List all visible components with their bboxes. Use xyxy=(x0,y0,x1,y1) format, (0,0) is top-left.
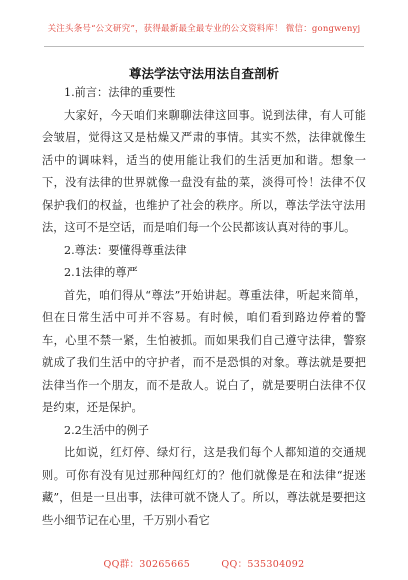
section-heading: 1.前言：法律的重要性 xyxy=(64,86,176,99)
document-title: 尊法学法守法用法自查剖析 xyxy=(128,66,279,81)
section-heading: 2.1法律的尊严 xyxy=(64,266,138,279)
paragraph: 比如说，红灯停、绿灯行，这是我们每个人都知道的交通规则。可你有没有见过那种闯红灯的？他们就像是在和法律“捉迷藏”，但是一旦出事，法律可就不饶人了。所以，尊法就是要把这些小细节记在心里，千万别小看它 xyxy=(42,446,366,527)
section-heading: 2.2生活中的例子 xyxy=(64,423,149,437)
footer-qq-group: QQ群：30265665 xyxy=(103,559,191,570)
document-body xyxy=(42,82,366,532)
header-promo: 关注头条号“公文研究”，获得最新最全最专业的公文资料库！ 微信：gongwenyj xyxy=(47,24,361,34)
header-divider xyxy=(44,46,364,47)
footer-contacts xyxy=(0,556,408,570)
paragraph: 首先，咱们得从“尊法”开始讲起。尊重法律，听起来简单，但在日常生活中可并不容易。有时候，咱们看到路边停着的警车，心里不禁一紧，生怕被抓。而如果我们自己遵守法律，警察就成了我们生活中的守护者，而不是恐惧的对象。尊法就是要把法律当作一个朋友，而不是敌人。说白了，就是要明白法律不仅是约束，还是保护。 xyxy=(42,288,366,414)
section-heading: 2.尊法：要懂得尊重法律 xyxy=(64,243,187,257)
footer-qq: QQ：535304092 xyxy=(221,559,305,570)
paragraph: 大家好，今天咱们来聊聊法律这回事。说到法律，有人可能会皱眉，觉得这又是枯燥又严肃的事情。其实不然，法律就像生活中的调味料，适当的使用能让我们的生活更加和谐。想象一下，没有法律的世界就像一盘没有盐的菜，淡得可怜！法律不仅保护我们的权益，也维护了社会的秩序。所以，尊法学法守法用法，这可不是空话，而是咱们每一个公民都该认真对待的事儿。 xyxy=(42,108,366,234)
